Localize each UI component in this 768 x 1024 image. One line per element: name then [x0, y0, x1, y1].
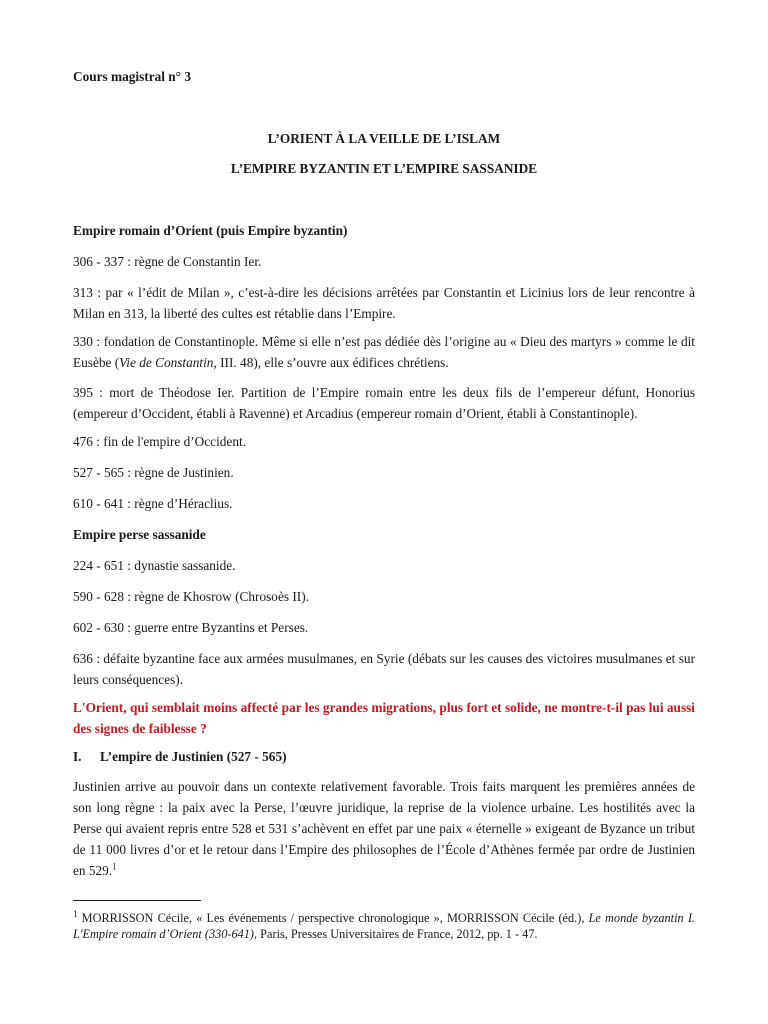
entry-590: 590 - 628 : règne de Khosrow (Chrosoès II).: [73, 589, 309, 604]
footnote-italic: Le monde byzantin I. L'Empire romain d’Orient (330-641): [73, 911, 695, 941]
footnote-text-b: , Paris, Presses Universitaires de France, 2012, pp. 1 - 47.: [254, 927, 538, 941]
entry-224: 224 - 651 : dynastie sassanide.: [73, 558, 236, 573]
section-number: I.: [73, 749, 82, 764]
entry-476: 476 : fin de l'empire d’Occident.: [73, 434, 246, 449]
entry-395: 395 : mort de Théodose Ier. Partition de l’Empire romain entre les deux fils de l’empereur défunt, Honorius (empereur d’Occident, établi à Ravenne) et Arcadius (empereur romain d’Orient, établi à Constantinople).: [73, 385, 695, 421]
entry-330-text-a: 330 : fondation de Constantinople. Même si elle n’est pas dédiée dès l’origine au « Dieu des martyrs » comme le dit Eusèbe (: [73, 334, 695, 370]
title-line-1: L’ORIENT À LA VEILLE DE L’ISLAM: [267, 131, 501, 146]
entry-313: 313 : par « l’édit de Milan », c’est-à-dire les décisions arrêtées par Constantin et Licinius lors de leur rencontre à Milan en 313, la liberté des cultes est rétablie dans l’Empire.: [73, 285, 695, 321]
section-body-text: Justinien arrive au pouvoir dans un contexte relativement favorable. Trois faits marquent les premières années de son long règne : la paix avec la Perse, l’œuvre juridique, la reprise de la violence urbaine. Les hostilités avec la Perse qui avaient repris entre 528 et 531 s’achèvent en effet par une paix « éternelle » exigeant de Byzance un tribut de 11 000 livres d’or et le retour dans l’Empire des philosophes de l’École d’Athènes fermée par ordre de Justinien en 529.: [73, 779, 695, 878]
section-heading: [73, 746, 695, 767]
heading-persian: Empire perse sassanide: [73, 527, 206, 542]
section-title: L’empire de Justinien (527 - 565): [100, 749, 287, 764]
footnote-divider: [73, 900, 201, 901]
title-line-2: L’EMPIRE BYZANTIN ET L’EMPIRE SASSANIDE: [230, 161, 538, 176]
problem-question: L'Orient, qui semblait moins affecté par les grandes migrations, plus fort et solide, ne montre-t-il pas lui aussi des signes de faiblesse ?: [73, 700, 695, 736]
entry-636: 636 : défaite byzantine face aux armées musulmanes, en Syrie (débats sur les causes des victoires musulmanes et sur leurs conséquences).: [73, 651, 695, 687]
entry-330: [73, 331, 695, 373]
entry-330-text-b: , III. 48), elle s’ouvre aux édifices chrétiens.: [213, 355, 449, 370]
footnote: [73, 910, 695, 942]
section-body: [73, 776, 695, 881]
entry-306: 306 - 337 : règne de Constantin Ier.: [73, 254, 262, 269]
entry-330-italic: Vie de Constantin: [119, 355, 214, 370]
footnote-ref[interactable]: 1: [112, 861, 117, 872]
entry-602: 602 - 630 : guerre entre Byzantins et Perses.: [73, 620, 309, 635]
entry-527: 527 - 565 : règne de Justinien.: [73, 465, 234, 480]
heading-byzantine: Empire romain d’Orient (puis Empire byzantin): [73, 223, 348, 238]
entry-610: 610 - 641 : règne d’Héraclius.: [73, 496, 233, 511]
course-label: Cours magistral n° 3: [73, 69, 191, 84]
footnote-number: 1: [73, 908, 78, 919]
footnote-text-a: MORRISSON Cécile, « Les événements / perspective chronologique », MORRISSON Cécile (éd.),: [77, 911, 589, 925]
